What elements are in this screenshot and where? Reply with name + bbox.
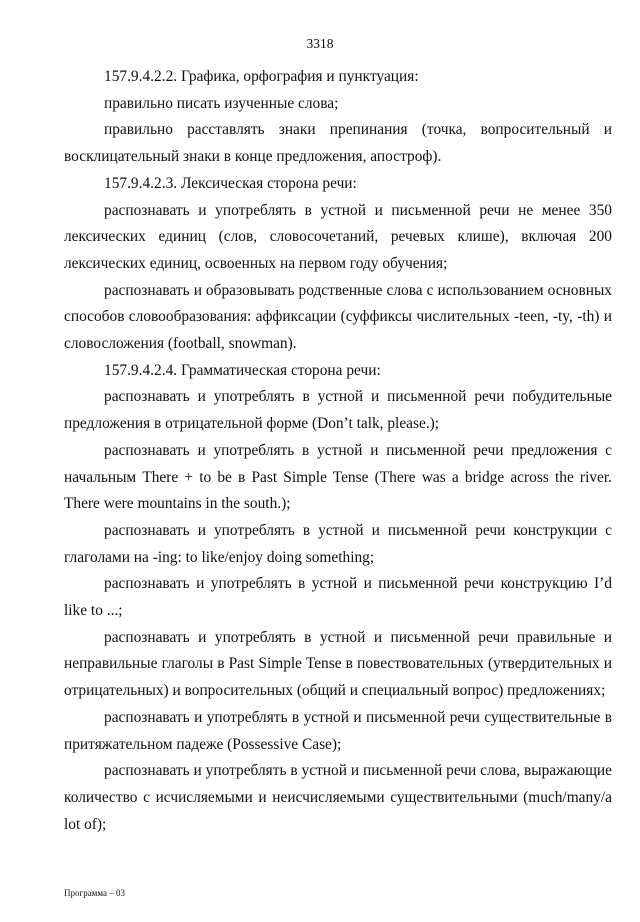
paragraph: распознавать и употреблять в устной и письменной речи слова, выражающие количество с исчисляемыми и неисчисляемыми существительными (much/many/a lot of);	[64, 762, 612, 833]
paragraph: распознавать и употреблять в устной и письменной речи существительные в притяжательном падеже (Possessive Case);	[64, 708, 612, 753]
section-heading-lexical: 157.9.4.2.3. Лексическая сторона речи:	[104, 174, 357, 192]
page-footer: Программа – 03	[64, 888, 126, 898]
paragraph: правильно писать изученные слова;	[104, 94, 339, 112]
paragraph: распознавать и употреблять в устной и письменной речи конструкцию I’d like to ...;	[64, 575, 612, 620]
paragraph: распознавать и употреблять в устной и письменной речи побудительные предложения в отрицательной форме (Don’t talk, please.);	[64, 388, 612, 433]
section-heading-graphics: 157.9.4.2.2. Графика, орфография и пунктуация:	[104, 68, 419, 85]
document-body	[64, 64, 612, 838]
page-number: 3318	[306, 36, 334, 51]
paragraph: распознавать и образовывать родственные слова с использованием основных способов словообразования: аффиксации (суффиксы числительных -teen, -ty, -th) и словосложения (football, snowman).	[64, 281, 612, 353]
paragraph: распознавать и употреблять в устной и письменной речи предложения с начальным There + to be в Past Simple Tense (There was a bridge across the river. There were mountains in the south.);	[64, 441, 612, 513]
section-heading-grammar: 157.9.4.2.4. Грамматическая сторона речи:	[104, 361, 381, 379]
paragraph: правильно расставлять знаки препинания (точка, вопросительный и восклицательный знаки в конце предложения, апостроф).	[64, 121, 612, 166]
paragraph: распознавать и употреблять в устной и письменной речи конструкции с глаголами на -ing: to like/enjoy doing something;	[64, 521, 612, 566]
paragraph: распознавать и употреблять в устной и письменной речи правильные и неправильные глаголы в Past Simple Tense в повествовательных (утвердительных и отрицательных) и вопросительных (общий и специальный вопрос) предложениях;	[64, 628, 612, 700]
paragraph: распознавать и употреблять в устной и письменной речи не менее 350 лексических единиц (слов, словосочетаний, речевых клише), включая 200 лексических единиц, освоенных на первом году обучения;	[64, 201, 612, 272]
